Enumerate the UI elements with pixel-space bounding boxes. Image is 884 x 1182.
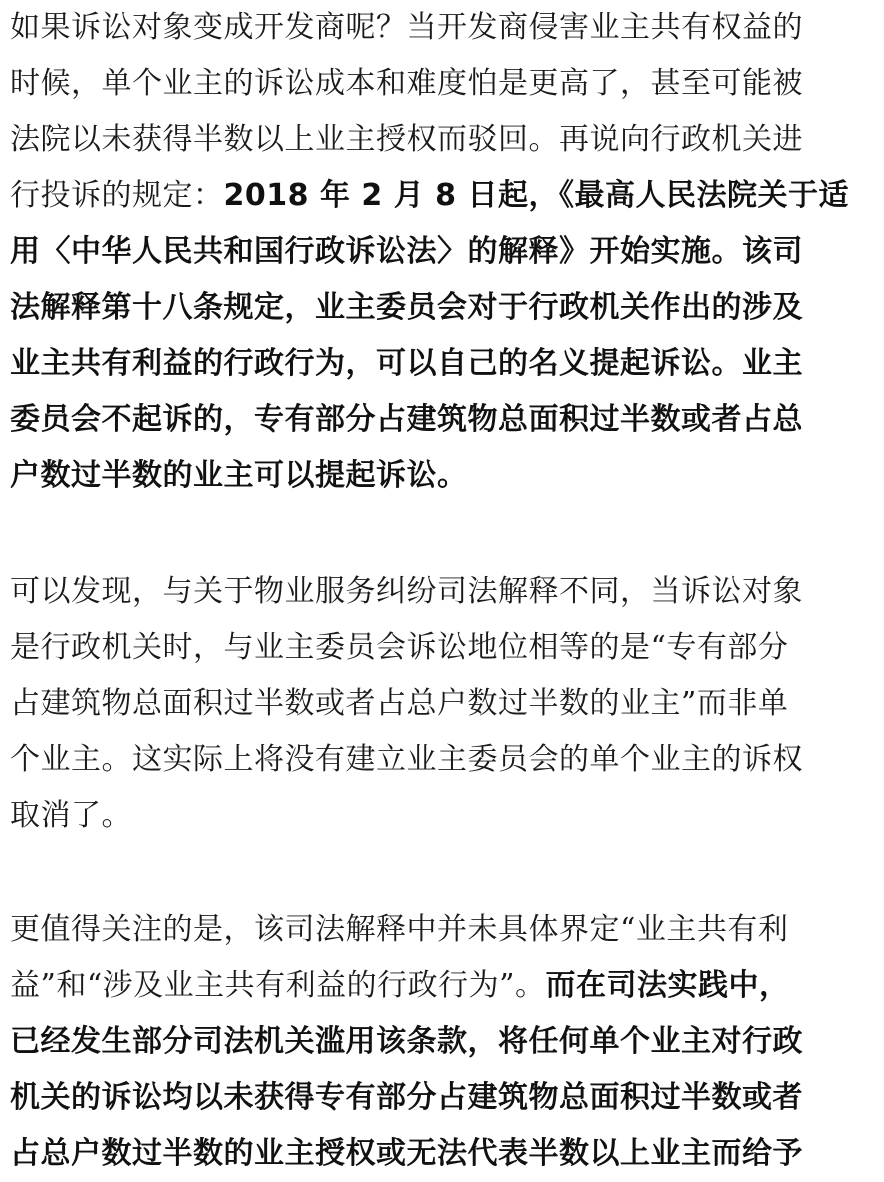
text-line (10, 224, 880, 280)
text-line (10, 958, 880, 1014)
text-segment: 可以发现，与关于物业服务纠纷司法解释不同，当诉讼对象 (10, 574, 803, 609)
text-segment: 行投诉的规定： (10, 178, 224, 213)
bold-text-segment: 已经发生部分司法机关滥用该条款，将任何单个业主对行政 (10, 1024, 803, 1059)
text-segment: 个业主。这实际上将没有建立业主委员会的单个业主的诉权 (10, 742, 803, 777)
text-line (10, 1126, 880, 1182)
bold-text-segment: 而在司法实践中， (545, 968, 790, 1003)
text-line (10, 1014, 880, 1070)
text-line (10, 564, 880, 620)
text-line (10, 788, 880, 844)
bold-text-segment: 委员会不起诉的，专有部分占建筑物总面积过半数或者占总 (10, 402, 803, 437)
bold-text-segment: 用〈中华人民共和国行政诉讼法〉的解释》开始实施。该司 (10, 234, 803, 269)
paragraph-2 (10, 564, 880, 844)
text-segment: 如果诉讼对象变成开发商呢？当开发商侵害业主共有权益的 (10, 10, 803, 45)
text-line (10, 676, 880, 732)
bold-text-segment: 机关的诉讼均以未获得专有部分占建筑物总面积过半数或者 (10, 1080, 803, 1115)
text-line (10, 56, 880, 112)
text-line (10, 112, 880, 168)
paragraph-gap (10, 504, 880, 564)
document-body (10, 0, 880, 1182)
bold-text-segment: 法解释第十八条规定，业主委员会对于行政机关作出的涉及 (10, 290, 803, 325)
paragraph-3 (10, 902, 880, 1182)
text-line (10, 902, 880, 958)
text-segment: 占建筑物总面积过半数或者占总户数过半数的业主”而非单 (10, 686, 789, 721)
text-line (10, 448, 880, 504)
text-line (10, 392, 880, 448)
paragraph-1 (10, 0, 880, 504)
bold-text-segment: 2018 年 2 月 8 日起，《最高人民法院关于适 (223, 178, 849, 213)
text-segment: 益”和“涉及业主共有利益的行政行为”。 (10, 968, 546, 1003)
text-segment: 法院以未获得半数以上业主授权而驳回。再说向行政机关进 (10, 122, 803, 157)
text-segment: 时候，单个业主的诉讼成本和难度怕是更高了，甚至可能被 (10, 66, 803, 101)
text-segment: 是行政机关时，与业主委员会诉讼地位相等的是“专有部分 (10, 630, 789, 665)
text-line (10, 1070, 880, 1126)
paragraph-gap (10, 844, 880, 902)
text-line (10, 168, 880, 224)
text-line (10, 620, 880, 676)
text-segment: 取消了。 (10, 798, 132, 833)
bold-text-segment: 占总户数过半数的业主授权或无法代表半数以上业主而给予 (10, 1136, 803, 1171)
text-line (10, 0, 880, 56)
text-line (10, 336, 880, 392)
text-line (10, 732, 880, 788)
bold-text-segment: 业主共有利益的行政行为，可以自己的名义提起诉讼。业主 (10, 346, 803, 381)
text-segment: 更值得关注的是，该司法解释中并未具体界定“业主共有利 (10, 912, 789, 947)
text-line (10, 280, 880, 336)
bold-text-segment: 户数过半数的业主可以提起诉讼。 (10, 458, 468, 493)
